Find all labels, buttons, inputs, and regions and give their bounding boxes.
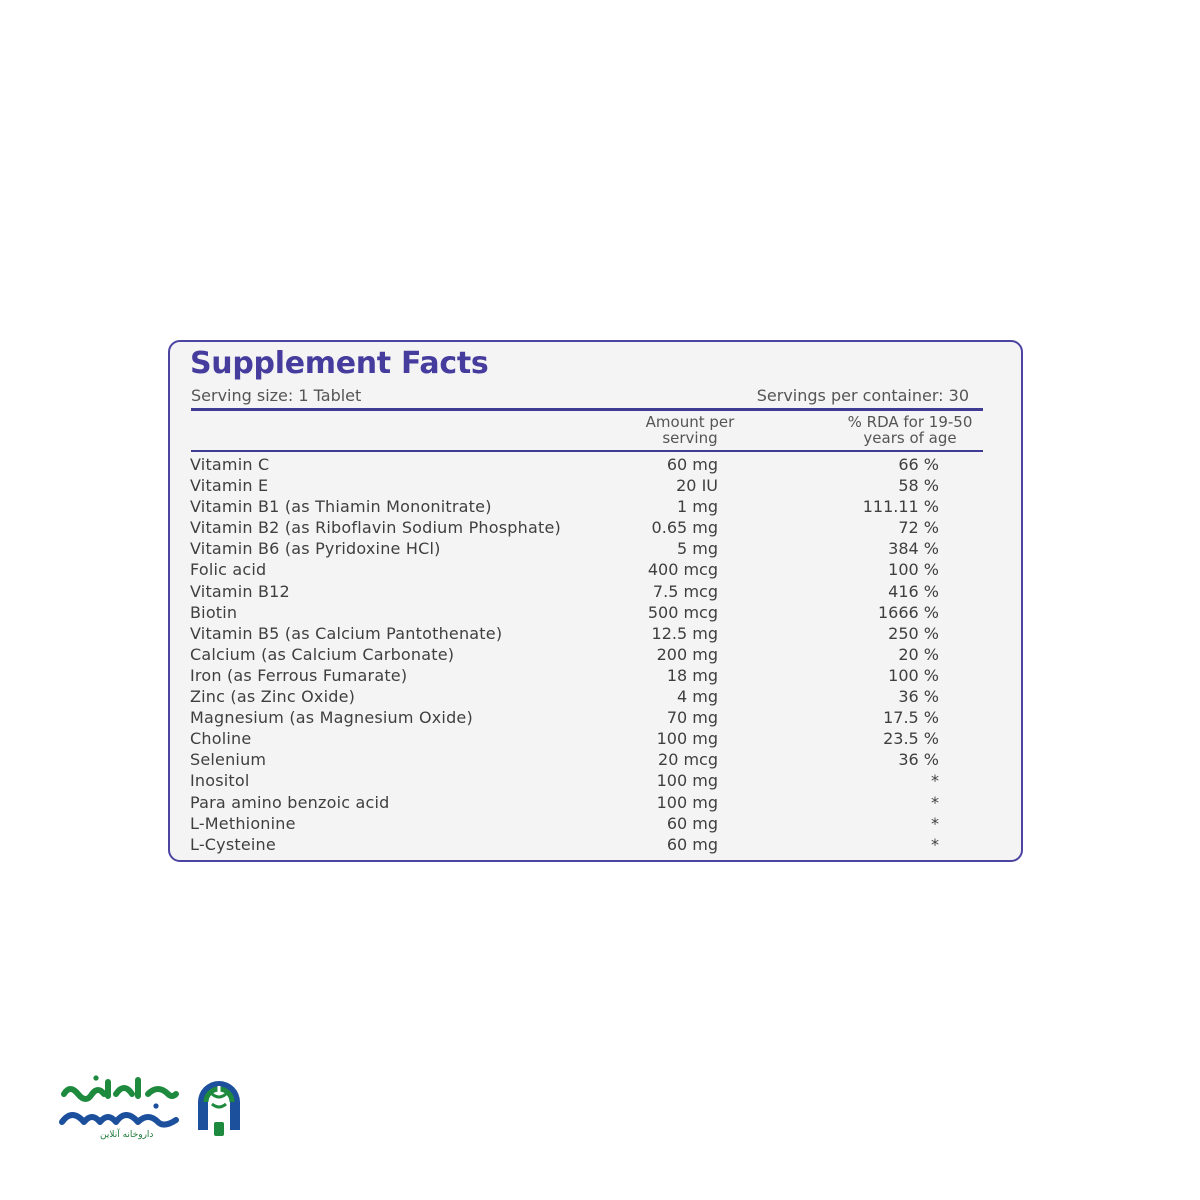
pharmacy-logo (56, 1072, 246, 1144)
nutrient-name: Selenium (190, 750, 267, 770)
table-row (170, 497, 1021, 518)
nutrient-rda: 72 % (898, 518, 939, 538)
nutrient-rda: * (931, 771, 939, 791)
nutrient-name: Folic acid (190, 560, 267, 580)
table-row (170, 560, 1021, 581)
nutrient-amount: 12.5 mg (651, 623, 718, 643)
nutrient-amount: 5 mg (676, 539, 718, 559)
nutrient-rda: 20 % (898, 644, 939, 664)
nutrient-amount: 20 IU (676, 476, 718, 496)
nutrient-rda: 416 % (888, 581, 939, 601)
nutrient-name: Inositol (190, 771, 250, 791)
nutrient-rda: 17.5 % (883, 708, 939, 728)
nutrient-rda: 384 % (888, 539, 939, 559)
nutrient-rda: * (931, 834, 939, 854)
serving-size: Serving size: 1 Tablet (191, 386, 362, 405)
nutrient-rda: 1666 % (877, 602, 939, 622)
nutrient-name: L-Methionine (190, 813, 296, 833)
nutrient-amount: 60 mg (666, 455, 718, 474)
nutrient-rda: 111.11 % (862, 497, 939, 517)
nutrient-rda: 100 % (888, 665, 939, 685)
nutrient-amount: 20 mcg (658, 750, 718, 770)
amount-header-line1: Amount per (645, 413, 735, 431)
nutrient-name: Vitamin B1 (as Thiamin Mononitrate) (190, 497, 492, 517)
nutrient-name: Vitamin B12 (190, 581, 290, 601)
nutrient-rda: 36 % (898, 687, 939, 707)
nutrient-table (170, 455, 1021, 856)
column-header-divider (191, 450, 983, 452)
table-row (170, 814, 1021, 835)
nutrient-amount: 100 mg (656, 771, 718, 791)
panel-title: Supplement Facts (190, 346, 489, 381)
nutrient-name: Para amino benzoic acid (190, 792, 390, 812)
nutrient-name: Zinc (as Zinc Oxide) (190, 687, 356, 707)
wordmark-graphic (56, 1072, 186, 1136)
servings-per-container: Servings per container: 30 (756, 386, 969, 405)
nutrient-name: Vitamin B5 (as Calcium Pantothenate) (190, 623, 503, 643)
table-row (170, 750, 1021, 771)
nutrient-name: Vitamin E (190, 476, 269, 496)
table-row (170, 708, 1021, 729)
nutrient-rda: * (931, 792, 939, 812)
nutrient-name: Calcium (as Calcium Carbonate) (190, 644, 455, 664)
nutrient-rda: 36 % (898, 750, 939, 770)
nutrient-amount: 100 mg (656, 729, 718, 749)
table-row (170, 476, 1021, 497)
table-row (170, 455, 1021, 476)
nutrient-amount: 7.5 mcg (652, 581, 718, 601)
table-row (170, 582, 1021, 603)
rda-header-line1: % RDA for 19-50 (847, 413, 973, 431)
table-row (170, 771, 1021, 792)
nutrient-amount: 60 mg (666, 834, 718, 854)
supplement-facts-panel (168, 340, 1023, 862)
table-row (170, 793, 1021, 814)
header-divider (191, 408, 983, 411)
nutrient-name: Iron (as Ferrous Fumarate) (190, 665, 408, 685)
table-row (170, 687, 1021, 708)
nutrient-amount: 18 mg (666, 665, 718, 685)
nutrient-name: L-Cysteine (190, 834, 276, 854)
table-row (170, 645, 1021, 666)
nutrient-amount: 200 mg (656, 644, 718, 664)
nutrient-amount: 70 mg (666, 708, 718, 728)
nutrient-amount: 500 mcg (647, 602, 718, 622)
table-row (170, 666, 1021, 687)
nutrient-name: Magnesium (as Magnesium Oxide) (190, 708, 473, 728)
nutrient-amount: 1 mg (676, 497, 718, 517)
nutrient-amount: 4 mg (676, 687, 718, 707)
rda-column-header (840, 414, 980, 446)
logo-caption: داروخانه آنلاین (100, 1130, 154, 1140)
nutrient-rda: 100 % (888, 560, 939, 580)
table-row (170, 539, 1021, 560)
rda-header-line2: years of age (863, 429, 957, 447)
nutrient-rda: 58 % (898, 476, 939, 496)
table-row (170, 603, 1021, 624)
nutrient-rda: 66 % (898, 455, 939, 474)
table-row (170, 835, 1021, 856)
pharmacy-emblem-icon (192, 1072, 246, 1138)
table-row (170, 518, 1021, 539)
table-row (170, 729, 1021, 750)
nutrient-rda: 23.5 % (883, 729, 939, 749)
nutrient-name: Vitamin B6 (as Pyridoxine HCl) (190, 539, 441, 559)
nutrient-rda: 250 % (888, 623, 939, 643)
nutrient-name: Choline (190, 729, 252, 749)
nutrient-amount: 60 mg (666, 813, 718, 833)
nutrient-amount: 0.65 mg (651, 518, 718, 538)
nutrient-amount: 100 mg (656, 792, 718, 812)
table-row (170, 624, 1021, 645)
nutrient-name: Biotin (190, 602, 238, 622)
nutrient-name: Vitamin B2 (as Riboflavin Sodium Phosphate) (190, 518, 561, 538)
nutrient-rda: * (931, 813, 939, 833)
nutrient-name: Vitamin C (190, 455, 270, 474)
amount-column-header (636, 414, 744, 446)
nutrient-amount: 400 mcg (647, 560, 718, 580)
amount-header-line2: serving (662, 429, 718, 447)
